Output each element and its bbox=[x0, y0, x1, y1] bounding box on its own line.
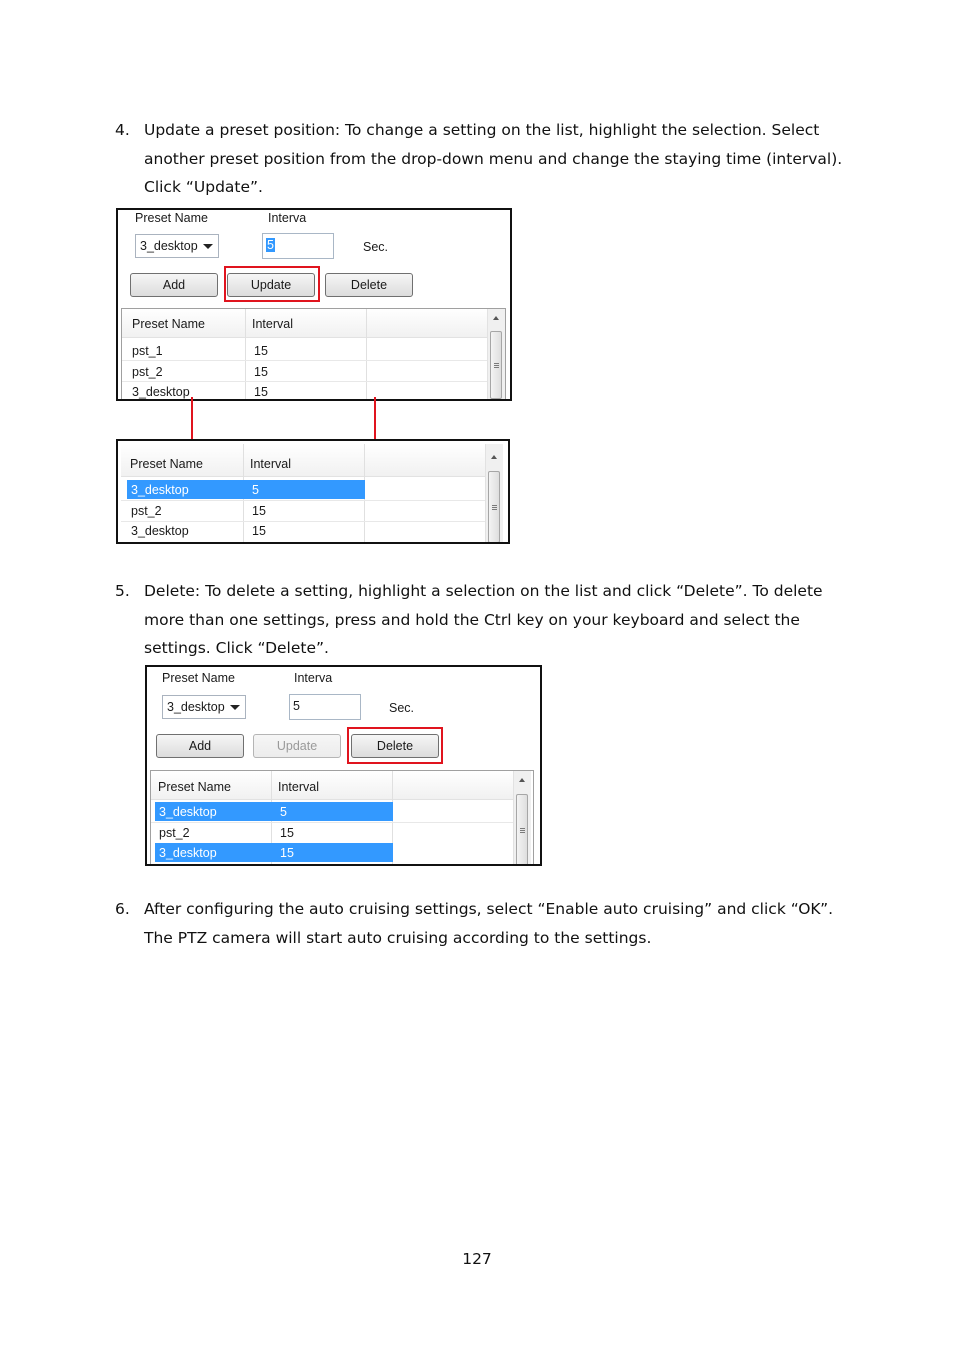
list-item-interval[interactable]: 5 bbox=[280, 805, 287, 819]
chevron-down-icon bbox=[203, 244, 213, 249]
preset-dropdown-value: 3_desktop bbox=[167, 700, 225, 714]
scroll-up-icon[interactable] bbox=[493, 316, 499, 320]
list-item-interval[interactable]: 15 bbox=[254, 365, 268, 379]
preset-panel-update bbox=[116, 208, 512, 401]
list-item-interval[interactable]: 15 bbox=[254, 385, 268, 399]
list-item-interval[interactable]: 5 bbox=[252, 483, 259, 497]
scroll-thumb[interactable] bbox=[490, 331, 502, 399]
interval-input-value: 5 bbox=[267, 238, 274, 252]
column-header-preset-name[interactable]: Preset Name bbox=[158, 780, 231, 794]
delete-button[interactable]: Delete bbox=[325, 273, 413, 297]
preset-list bbox=[121, 444, 506, 542]
list-item[interactable]: pst_1 bbox=[132, 344, 163, 358]
preset-panel-delete bbox=[145, 665, 542, 866]
annotation-arrow bbox=[374, 397, 376, 445]
preset-list bbox=[150, 770, 534, 866]
scroll-up-icon[interactable] bbox=[491, 455, 497, 459]
step-number: 4. bbox=[115, 121, 130, 139]
update-button[interactable]: Update bbox=[227, 273, 315, 297]
preset-name-label: Preset Name bbox=[135, 211, 208, 225]
sec-label: Sec. bbox=[363, 240, 389, 254]
highlight-box bbox=[347, 727, 443, 764]
list-item-interval[interactable]: 15 bbox=[280, 846, 294, 860]
interval-label: Interva bbox=[268, 211, 307, 225]
interval-input[interactable] bbox=[262, 233, 334, 259]
column-header-preset-name[interactable]: Preset Name bbox=[132, 317, 205, 331]
column-header-interval[interactable]: Interval bbox=[250, 457, 291, 471]
list-item[interactable]: 3_desktop bbox=[131, 524, 189, 538]
preset-dropdown[interactable] bbox=[162, 695, 246, 719]
preset-list bbox=[121, 308, 506, 400]
list-item[interactable]: 3_desktop bbox=[159, 846, 217, 860]
list-item[interactable]: 3_desktop bbox=[131, 483, 189, 497]
list-item[interactable]: 3_desktop bbox=[159, 805, 217, 819]
interval-input-value: 5 bbox=[293, 699, 300, 713]
vertical-scrollbar[interactable] bbox=[487, 309, 505, 400]
list-item[interactable]: pst_2 bbox=[132, 365, 163, 379]
scroll-up-icon[interactable] bbox=[519, 778, 525, 782]
preset-dropdown-value: 3_desktop bbox=[140, 239, 198, 253]
step-number: 6. bbox=[115, 900, 130, 918]
step-text: Delete: To delete a setting, highlight a selection on the list and click “Delete”. To delete more than one settings, press and hold the Ctrl key on your keyboard and select the settings. Click “Delete”. bbox=[144, 582, 823, 658]
update-button[interactable]: Update bbox=[253, 734, 341, 758]
column-header-preset-name[interactable]: Preset Name bbox=[130, 457, 203, 471]
scroll-thumb[interactable] bbox=[516, 794, 528, 866]
delete-button[interactable]: Delete bbox=[351, 734, 439, 758]
preset-dropdown[interactable] bbox=[135, 234, 219, 258]
list-item[interactable]: 3_desktop bbox=[132, 385, 190, 399]
add-button[interactable]: Add bbox=[130, 273, 218, 297]
step-text: Update a preset position: To change a setting on the list, highlight the selection. Select another preset position from the drop-down menu and change the staying time (interval). Click “Update”. bbox=[144, 121, 843, 197]
list-item-interval[interactable]: 15 bbox=[254, 344, 268, 358]
list-item-interval[interactable]: 15 bbox=[280, 826, 294, 840]
vertical-scrollbar[interactable] bbox=[485, 444, 503, 542]
preset-list-updated bbox=[116, 439, 510, 544]
step-number: 5. bbox=[115, 582, 130, 600]
interval-label: Interva bbox=[294, 671, 333, 685]
add-button[interactable]: Add bbox=[156, 734, 244, 758]
list-item-interval[interactable]: 15 bbox=[252, 524, 266, 538]
list-item[interactable]: pst_2 bbox=[159, 826, 190, 840]
list-item[interactable]: pst_2 bbox=[131, 504, 162, 518]
chevron-down-icon bbox=[230, 705, 240, 710]
vertical-scrollbar[interactable] bbox=[513, 771, 531, 866]
list-item-interval[interactable]: 15 bbox=[252, 504, 266, 518]
column-header-interval[interactable]: Interval bbox=[278, 780, 319, 794]
scroll-thumb[interactable] bbox=[488, 471, 500, 542]
preset-name-label: Preset Name bbox=[162, 671, 235, 685]
highlight-box bbox=[224, 266, 320, 302]
annotation-arrow bbox=[191, 397, 193, 445]
column-header-interval[interactable]: Interval bbox=[252, 317, 293, 331]
step-text: After configuring the auto cruising settings, select “Enable auto cruising” and click “OK”. The PTZ camera will start auto cruising according to the settings. bbox=[144, 900, 834, 947]
page-number: 127 bbox=[462, 1250, 492, 1268]
interval-input[interactable] bbox=[289, 694, 361, 720]
sec-label: Sec. bbox=[389, 701, 415, 715]
